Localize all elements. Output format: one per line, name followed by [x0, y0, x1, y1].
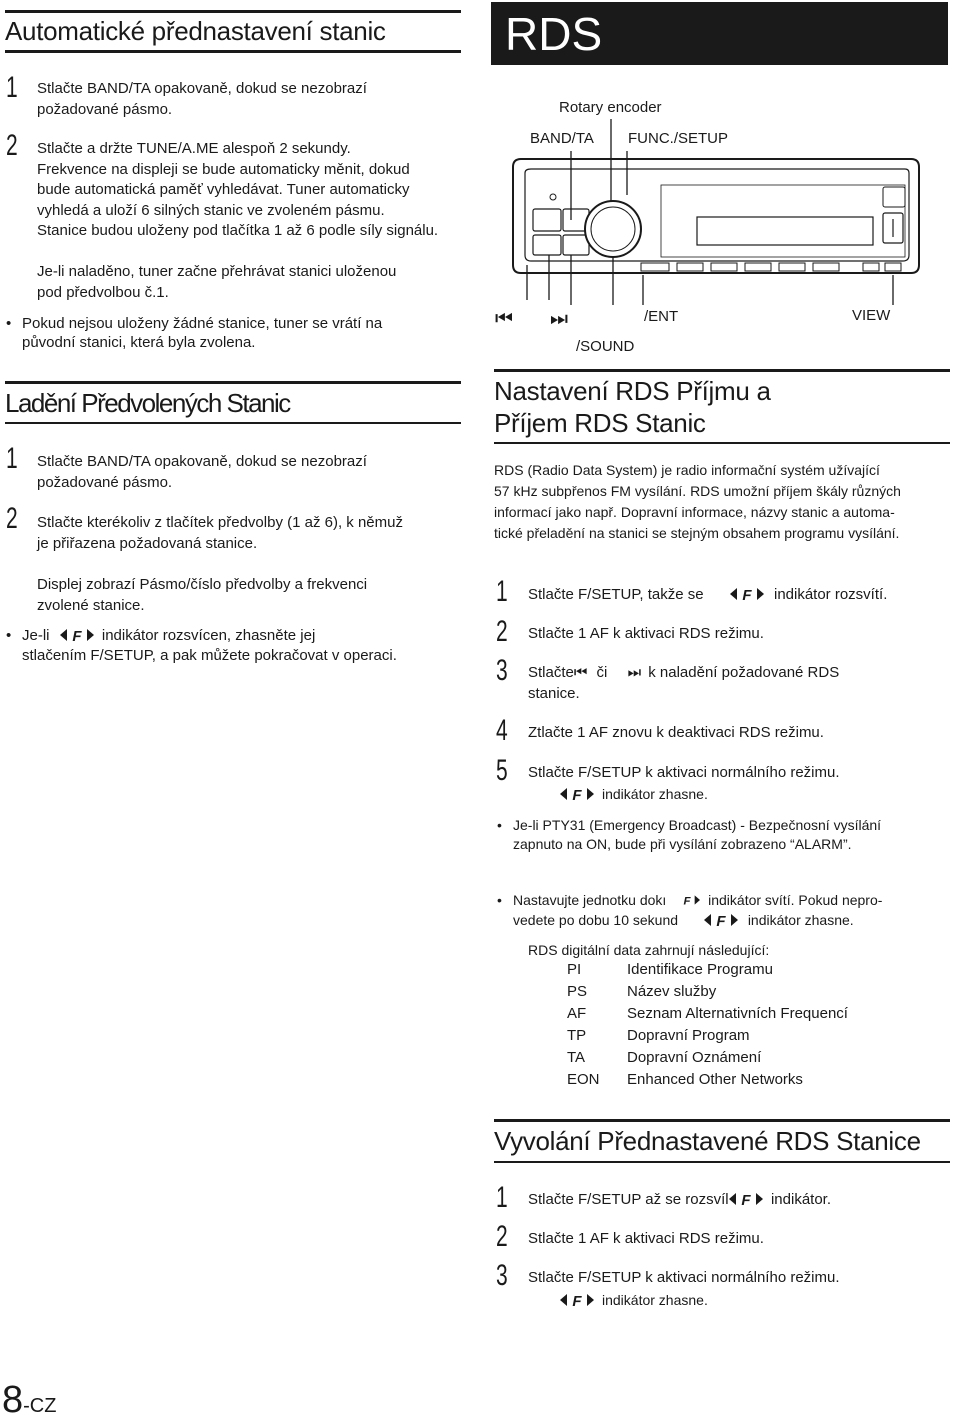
- next-track-icon: ⏭: [550, 308, 565, 330]
- section-rule-top: [5, 10, 461, 13]
- svg-text:F: F: [572, 1293, 582, 1308]
- step-text: Stlačte BAND/TA opakovaně, dokud se nezobrazí: [37, 453, 367, 470]
- step-text-a: Stlačte F/SETUP až se rozsvíl: [528, 1191, 729, 1208]
- section-rule-bottom: [5, 50, 461, 53]
- af-indicator-icon: [704, 912, 738, 933]
- bullet-text-b: indikátor zhasne.: [747, 912, 854, 928]
- bullet-text-b: indikátor rozsvícen, zhasněte jej: [101, 627, 316, 644]
- bullet-text: stlačením F/SETUP, a pak můžete pokračovat v operaci.: [22, 647, 397, 664]
- step-text: požadované pásmo.: [37, 474, 173, 491]
- step-number: 3: [496, 1259, 508, 1292]
- step-number: 4: [496, 714, 508, 747]
- step-text-b: indikátor rozsvítí.: [773, 586, 888, 603]
- rds-code-row: [567, 980, 848, 1002]
- step-number: 1: [6, 442, 18, 475]
- rds-code-row: [567, 1068, 848, 1090]
- svg-text:F: F: [741, 1192, 751, 1207]
- af-indicator-icon: [560, 1292, 594, 1313]
- step-text: [528, 585, 887, 608]
- af-indicator-icon: [560, 786, 594, 807]
- step-text-b: indikátor zhasne.: [602, 786, 708, 802]
- step-text: [528, 663, 839, 683]
- note-text: Displej zobrazí Pásmo/číslo předvolby a frekvenci: [37, 576, 368, 593]
- section-rule-top: [494, 369, 950, 372]
- step-text-a: Stlačte: [528, 664, 574, 681]
- step-text: bude automatická paměť vyhledávat. Tuner automaticky: [37, 181, 410, 198]
- svg-text:F: F: [742, 587, 752, 602]
- step-text-b: indikátor zhasne.: [602, 1292, 708, 1308]
- section-title-auto-preset: Automatické přednastavení stanic: [5, 16, 386, 46]
- rds-code-description: Identifikace Programu: [627, 960, 773, 978]
- band-ta-label: BAND/TA: [530, 130, 594, 147]
- rds-code: PS: [567, 982, 588, 1000]
- section-title-rds-receive-line2: Příjem RDS Stanic: [494, 408, 706, 438]
- func-setup-label: FUNC./SETUP: [628, 130, 729, 147]
- rds-header: [491, 2, 948, 65]
- note-text: zvolené stanice.: [37, 597, 145, 614]
- step-number: 3: [496, 654, 508, 687]
- bullet-text: [513, 910, 854, 933]
- next-track-icon: ⏭: [627, 664, 639, 681]
- rds-code-description: Dopravní Program: [627, 1026, 750, 1044]
- page-number-suffix: -CZ: [23, 1395, 57, 1417]
- ent-label: /ENT: [644, 308, 679, 325]
- rds-code: EON: [567, 1070, 600, 1088]
- prev-track-icon: ⏮: [495, 308, 510, 330]
- step-text: Stlačte F/SETUP k aktivaci normálního režimu.: [528, 764, 840, 781]
- step-text: požadované pásmo.: [37, 101, 173, 118]
- intro-text: informací jako např. Dopravní informace, názvy stanic a automa-: [494, 504, 895, 520]
- step-number: 1: [6, 71, 18, 104]
- section-title-recall: Vyvolání Přednastavené RDS Stanice: [494, 1126, 921, 1156]
- section-rule-top: [494, 1119, 950, 1122]
- section-title-rds-receive: Nastavení RDS Příjmu a: [494, 376, 771, 406]
- intro-text: RDS (Radio Data System) je radio informační systém užívající: [494, 462, 880, 478]
- note-text: pod předvolbou č.1.: [37, 284, 169, 301]
- intro-text: tické přeladění na stanici se stejným obsahem programu vysílání.: [494, 525, 900, 541]
- rds-code-description: Enhanced Other Networks: [627, 1070, 803, 1088]
- rds-code-description: Dopravní Oznámení: [627, 1048, 762, 1066]
- bullet-text: původní stanici, která byla zvolena.: [22, 334, 256, 351]
- step-text: Stlačte 1 AF k aktivaci RDS režimu.: [528, 625, 764, 642]
- rds-code: AF: [567, 1004, 587, 1022]
- af-indicator-icon: [730, 586, 764, 608]
- step-text: Ztlačte 1 AF znovu k deaktivaci RDS režimu.: [528, 724, 824, 741]
- bullet-text-a: Nastavujte jednotku dokı: [513, 892, 667, 908]
- page-number: [2, 1380, 56, 1420]
- codes-intro: RDS digitální data zahrnují následující:: [528, 942, 770, 958]
- step-text-c: k naladění požadované RDS: [648, 664, 840, 681]
- rds-code-row: [567, 1002, 848, 1024]
- step-text: Stlačte a držte TUNE/A.ME alespoň 2 sekundy.: [37, 140, 351, 157]
- svg-text:F: F: [716, 913, 726, 928]
- rds-code-description: Seznam Alternativních Frequencí: [627, 1004, 848, 1022]
- step-text: Stlačte kterékoliv z tlačítek předvolby (1 až 6), k němuž: [37, 514, 403, 531]
- page-number-digit: 8: [2, 1379, 24, 1421]
- step-number: 5: [496, 754, 508, 787]
- bullet-text-a: Je-li: [22, 627, 50, 644]
- svg-text:F: F: [683, 895, 691, 908]
- step-number: 1: [496, 1181, 508, 1214]
- step-text-b: či: [596, 664, 608, 681]
- step-number: 2: [6, 129, 18, 162]
- step-text: je přiřazena požadovaná stanice.: [37, 535, 258, 552]
- step-number: 1: [496, 575, 508, 608]
- step-text: [560, 784, 708, 807]
- bullet-text: • Je-li PTY31 (Emergency Broadcast) - Bezpečnosní vysílání: [513, 815, 881, 835]
- rds-code-description: Název služby: [627, 982, 717, 1000]
- step-number: 2: [496, 1220, 508, 1253]
- note-text: Je-li naladěno, tuner začne přehrávat stanici uloženou: [37, 263, 397, 280]
- rds-code-row: [567, 1046, 848, 1068]
- step-text: Stlačte F/SETUP k aktivaci normálního režimu.: [528, 1269, 840, 1286]
- section-rule-bottom: [5, 422, 461, 424]
- rds-code-row: [567, 1024, 848, 1046]
- step-text: vyhledá a uloží 6 silných stanic ve zvoleném pásmu.: [37, 202, 385, 219]
- section-rule-top: [5, 381, 461, 384]
- svg-text:F: F: [572, 787, 582, 802]
- view-label: VIEW: [852, 307, 891, 324]
- step-text: Stanice budou uloženy pod tlačítka 1 až 6 podle síly signálu.: [37, 222, 439, 239]
- step-text-a: Stlačte F/SETUP, takže se: [528, 586, 704, 603]
- bullet-text: • Pokud nejsou uloženy žádné stanice, tuner se vrátí na: [22, 314, 382, 334]
- rds-code: TA: [567, 1048, 586, 1066]
- prev-track-icon: ⏮: [573, 664, 585, 681]
- bullet-text-b: indikátor svítí. Pokud nepro-: [708, 892, 883, 908]
- step-text: [560, 1290, 708, 1313]
- rotary-encoder-label: Rotary encoder: [559, 99, 662, 116]
- section-title-preset-tuning: Ladění Předvolených Stanic: [5, 388, 290, 418]
- step-text: stanice.: [528, 685, 580, 702]
- sound-label: /SOUND: [576, 338, 635, 355]
- rds-header-text: RDS: [505, 8, 603, 60]
- rds-code: TP: [567, 1026, 587, 1044]
- svg-text:F: F: [72, 628, 82, 643]
- bullet-text-a: vedete po dobu 10 sekund: [513, 912, 679, 928]
- step-text-b: indikátor.: [770, 1191, 832, 1208]
- step-text: [528, 1190, 831, 1213]
- rds-code-row: [567, 958, 848, 980]
- step-text: Stlačte 1 AF k aktivaci RDS režimu.: [528, 1230, 764, 1247]
- step-text: Frekvence na displeji se bude automaticky měnit, dokud: [37, 161, 410, 178]
- step-text: Stlačte BAND/TA opakovaně, dokud se nezobrazí: [37, 80, 367, 97]
- rds-codes-table: [567, 958, 848, 1090]
- rds-code: PI: [567, 960, 582, 978]
- af-indicator-icon: [729, 1191, 763, 1213]
- section-rule-bottom: [494, 1161, 950, 1163]
- bullet-text: zapnuto na ON, bude při vysílání zobrazeno “ALARM”.: [513, 836, 852, 852]
- head-unit-drawing: [491, 115, 951, 305]
- intro-text: 57 kHz subpřenos FM vysílání. RDS umožní příjem škály různých: [494, 483, 901, 499]
- section-rule-bottom: [494, 442, 950, 444]
- step-number: 2: [6, 502, 18, 535]
- step-number: 2: [496, 615, 508, 648]
